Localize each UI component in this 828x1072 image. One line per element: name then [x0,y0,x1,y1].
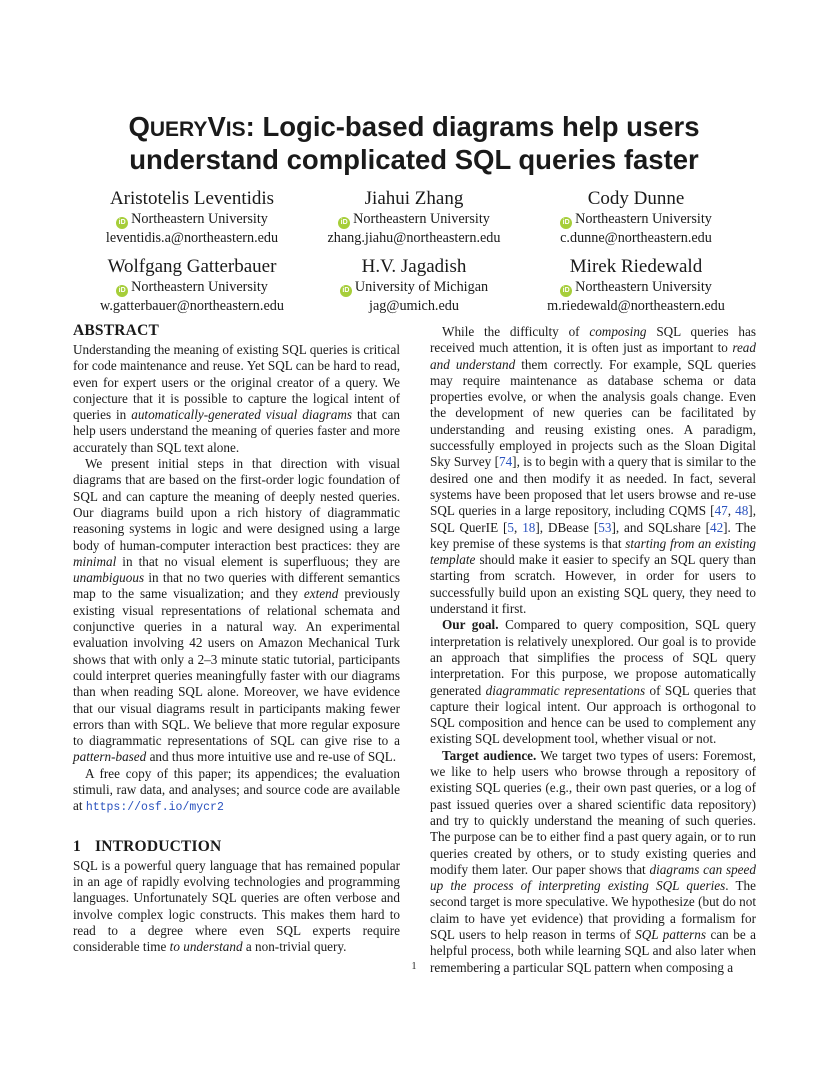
left-column [73,321,400,955]
body-paragraph: Our goal. Compared to query composition, SQL query interpretation is relatively unexplored. Our goal is to provide an approach that simplifies the process of SQL query interpretation. For this purpose, we propose automatically generated diagrammatic representations of SQL queries that capture their logical intent. Our approach is orthogonal to SQL composition and hence can be used to complement any existing SQL development tool, whether visual or not. [430,617,757,747]
author-affiliation: iD Northeastern University [516,278,756,297]
author-email: leventidis.a@northeastern.edu [105,230,279,246]
author-email: m.riedewald@northeastern.edu [547,298,725,314]
title-line-2: understand complicated SQL queries faster [129,144,699,175]
citation-link[interactable]: 47 [714,503,728,519]
author-name: H.V. Jagadish [361,256,467,277]
citation-link[interactable]: 5 [507,519,514,535]
author-block [72,188,312,247]
citation-link[interactable]: 48 [735,503,749,519]
author-block [516,188,756,247]
abstract-heading: ABSTRACT [73,322,160,339]
author-block [294,188,534,247]
orcid-icon[interactable]: iD [560,217,572,229]
page-number: 1 [411,961,417,972]
author-name: Wolfgang Gatterbauer [107,256,277,277]
orcid-icon[interactable]: iD [560,285,572,297]
orcid-icon[interactable]: iD [116,217,128,229]
orcid-icon[interactable]: iD [338,217,350,229]
author-name: Cody Dunne [587,188,685,209]
title-line-1: QUERYVIS: Logic-based diagrams help users [128,111,700,142]
author-block [294,256,534,315]
section-heading-introduction: 1 INTRODUCTION [73,837,222,855]
orcid-icon[interactable]: iD [116,285,128,297]
author-affiliation: iD University of Michigan [294,278,534,297]
body-paragraph: While the difficulty of composing SQL queries has received much attention, it is often just as important to read and understand them correctly. For example, SQL queries may require maintenance as database schema or data properties evolve, or when the analysis goals change. Even the development of new queries can be facilitated by understanding and reusing existing ones. A paradigm, successfully employed in projects such as the Sloan Digital Sky Survey [74], is to begin with a query that is similar to the desired one and then modify it as needed. In fact, several systems have been proposed that let users browse and re-use SQL queries in a large repository, including CQMS [47, 48], SQL QuerIE [5, 18], DBease [53], and SQLshare [42]. The key premise of these systems is that starting from an existing template should make it easier to specify an SQL query than starting from scratch. However, in order for users to successfully build upon an existing SQL query, they need to understand it first. [430,324,757,617]
author-email: zhang.jiahu@northeastern.edu [327,230,501,246]
citation-link[interactable]: 42 [709,519,724,535]
author-affiliation: iD Northeastern University [72,210,312,229]
body-paragraph: Target audience. We target two types of users: Foremost, we like to help users who browse through a repository of existing SQL queries (e.g., their own past queries, or a log of past issued queries over a shared scientific data repository) and try to quickly understand the meaning of such queries. The purpose can be to either find a past query again, or to run queries created by others, or to study existing queries and modify them later. Our paper shows that diagrams can speed up the process of interpreting existing SQL queries. The second target is more speculative. We hypothesize (but do not claim to have yet evidence) that providing a formalism for SQL users to help reason in terms of SQL patterns can be a helpful process, both while learning SQL and also later when remembering a particular SQL pattern when composing a [430,747,757,975]
intro-paragraph: SQL is a powerful query language that has remained popular in an age of rapidly evolving technologies and programming languages. Unfortunately SQL queries are often verbose and involve complex logic constructs. This makes them hard to read to a degree where even SQL experts require considerable time to understand a non-trivial query. [73,857,400,955]
author-email: c.dunne@northeastern.edu [560,230,712,246]
author-affiliation: iD Northeastern University [516,210,756,229]
abstract-paragraph: A free copy of this paper; its appendices; the evaluation stimuli, raw data, and analyses; and source code are available at https://osf.io/mycr2 [73,765,400,815]
author-block [72,256,312,315]
author-email: w.gatterbauer@northeastern.edu [100,298,284,314]
author-name: Jiahui Zhang [364,188,464,209]
orcid-icon[interactable]: iD [340,285,352,297]
abstract-paragraph: We present initial steps in that direction with visual diagrams that are based on the first-order logic foundation of SQL and can capture the meaning of deeply nested queries. Our diagrams build upon a rich history of diagrammatic reasoning systems in logic and were designed using a large body of human-computer interaction best practices: they are minimal in that no visual element is superfluous; they are unambiguous in that no two queries with different semantics map to the same visualization; and they extend previously existing visual representations of relational schemata and conjunctive queries in a natural way. An experimental evaluation involving 42 users on Amazon Mechanical Turk shows that with only a 2–3 minute static tutorial, participants could interpret queries meaningfully faster with our diagrams than when reading SQL alone. Moreover, we have evidence that our visual diagrams result in participants making fewer errors than with SQL. We believe that more regular exposure to diagrammatic representations of SQL can give rise to a pattern-based and thus more intuitive use and re-use of SQL. [73,456,400,765]
citation-link[interactable]: 18 [522,519,536,535]
abstract-paragraph: Understanding the meaning of existing SQL queries is critical for code maintenance and reuse. Yet SQL can be hard to read, even for expert users or the original creator of a query. We conjecture that it is possible to capture the logical intent of queries in automatically-generated visual diagrams that can help users understand the meaning of queries faster and more accurately than SQL text alone. [73,342,401,455]
author-affiliation: iD Northeastern University [72,278,312,297]
osf-link[interactable]: https://osf.io/mycr2 [85,801,224,815]
author-name: Mirek Riedewald [569,256,703,277]
author-email: jag@umich.edu [369,298,459,314]
citation-link[interactable]: 53 [598,519,612,535]
citation-link[interactable]: 74 [498,454,513,470]
right-column [430,324,756,976]
author-name: Aristotelis Leventidis [109,188,275,209]
author-affiliation: iD Northeastern University [294,210,534,229]
author-block [516,256,756,315]
